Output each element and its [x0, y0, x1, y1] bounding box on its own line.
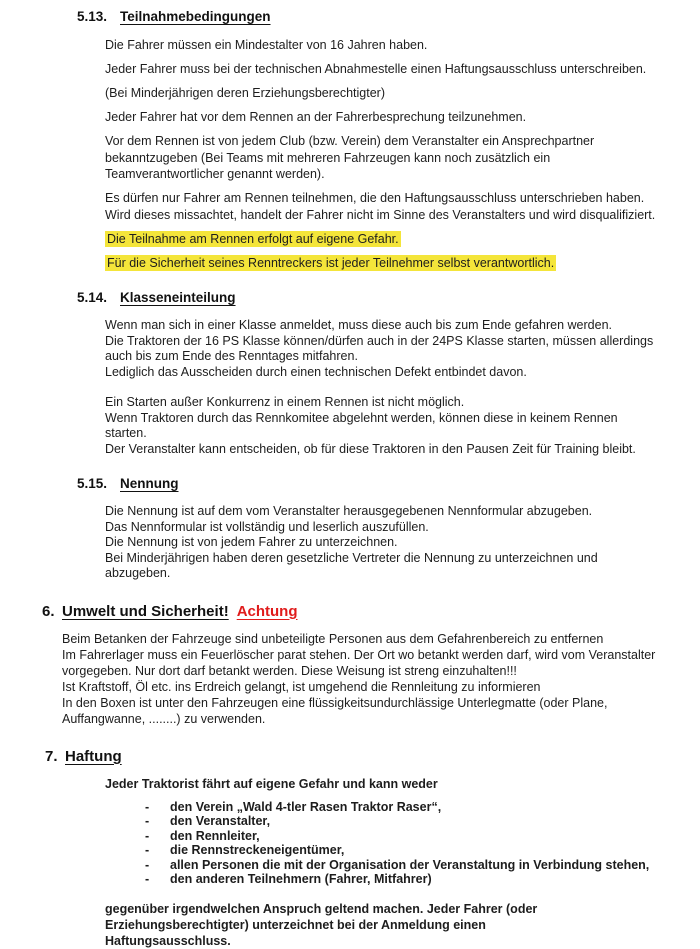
- list-item-text: den Verein „Wald 4-tler Rasen Traktor Raser“,: [170, 799, 442, 814]
- list-item-text: den Rennleiter,: [170, 828, 260, 843]
- paragraph: Lediglich das Ausscheiden durch einen technischen Defekt entbindet davon.: [105, 364, 527, 379]
- paragraph: Jeder Fahrer hat vor dem Rennen an der Fahrerbesprechung teilzunehmen.: [105, 110, 527, 124]
- paragraph: Wenn man sich in einer Klasse anmeldet, muss diese auch bis zum Ende gefahren werden.: [105, 318, 612, 332]
- spacer: [105, 380, 662, 395]
- dash-marker: -: [145, 799, 150, 814]
- list-item-text: allen Personen die mit der Organisation der Veranstaltung in Verbindung stehen,: [170, 857, 650, 872]
- section-heading-5-13: [0, 9, 700, 24]
- paragraph: Beim Betanken der Fahrzeuge sind unbeteiligte Personen aus dem Gefahrenbereich zu entfernen: [62, 631, 604, 646]
- section-title: Haftung: [65, 747, 122, 765]
- highlighted-note: [105, 231, 662, 248]
- dash-marker: -: [145, 814, 150, 829]
- section-title: Teilnahmebedingungen: [120, 9, 271, 24]
- list-item: [145, 814, 670, 829]
- dash-marker: -: [145, 872, 150, 887]
- paragraph: Die Nennung ist auf dem vom Veranstalter herausgegebenen Nennformular abzugeben.: [105, 504, 593, 518]
- section-heading-5-15: [0, 476, 700, 491]
- list-item: [145, 872, 670, 887]
- paragraph: Wenn Traktoren durch das Rennkomitee abgelehnt werden, können diese in keinem Rennen starten.: [105, 410, 618, 440]
- dash-marker: -: [145, 843, 150, 858]
- list-item: [145, 843, 670, 858]
- section-heading-6: [0, 603, 700, 620]
- liability-list: [0, 800, 700, 888]
- section-5-14-body: [105, 318, 662, 457]
- list-item-text: den Veranstalter,: [170, 814, 271, 829]
- paragraph: In den Boxen ist unter den Fahrzeugen eine flüssigkeitsundurchlässige Unterlegmatte (oder Plane, Auffangwanne, ........) zu verwenden.: [62, 695, 608, 726]
- section-title: Nennung: [120, 476, 179, 491]
- highlight-text: Die Teilnahme am Rennen erfolgt auf eigene Gefahr.: [107, 231, 399, 246]
- paragraph: Ein Starten außer Konkurrenz in einem Rennen ist nicht möglich.: [105, 395, 465, 409]
- paragraph: (Bei Minderjährigen deren Erziehungsberechtigter): [105, 86, 386, 100]
- paragraph: Vor dem Rennen ist von jedem Club (bzw. Verein) dem Veranstalter ein Ansprechpartner bekanntzugeben (Bei Teams mit mehreren Fahrzeugen kann noch zusätzlich ein Teamverantwortlicher genannt werden).: [105, 134, 595, 181]
- liability-closing: gegenüber irgendwelchen Anspruch geltend machen. Jeder Fahrer (oder Erziehungsberechtigter) unterzeichnet bei der Anmeldung einen Haftungsausschluss.: [105, 902, 538, 949]
- section-number: 5.14.: [77, 290, 108, 305]
- section-title: Umwelt und Sicherheit!: [62, 602, 229, 620]
- highlight-text: Für die Sicherheit seines Renntreckers ist jeder Teilnehmer selbst verantwortlich.: [107, 255, 555, 270]
- warning-label: Achtung: [236, 602, 298, 620]
- section-number: 6.: [42, 602, 55, 620]
- paragraph: Bei Minderjährigen haben deren gesetzliche Vertreter die Nennung zu unterzeichnen und abzugeben.: [105, 550, 598, 580]
- section-5-13-body: [105, 37, 662, 271]
- section-5-15-body: [105, 504, 662, 582]
- section-heading-7: [3, 748, 700, 765]
- paragraph: Im Fahrerlager muss ein Feuerlöscher parat stehen. Der Ort wo betankt werden darf, wird vom Veranstalter vorgegeben. Nur dort darf betankt werden. Diese Weisung ist streng einzuhalten!!!: [62, 647, 656, 678]
- liability-intro: Jeder Traktorist fährt auf eigene Gefahr und kann weder: [105, 776, 438, 791]
- paragraph: Die Traktoren der 16 PS Klasse können/dürfen auch in der 24PS Klasse starten, müssen allerdings auch bis zum Ende des Renntages mitfahren.: [105, 333, 654, 363]
- section-number: 7.: [45, 747, 58, 765]
- paragraph: Es dürfen nur Fahrer am Rennen teilnehmen, die den Haftungsausschluss unterschrieben haben. Wird dieses missachtet, handelt der Fahrer nicht im Sinne des Veranstalters und wird disqualifiziert.: [105, 191, 656, 222]
- dash-marker: -: [145, 857, 150, 872]
- section-6-body: [62, 631, 670, 727]
- highlighted-note: [105, 255, 662, 272]
- section-number: 5.15.: [77, 476, 108, 491]
- list-item-text: die Rennstreckeneigentümer,: [170, 843, 345, 858]
- list-item-text: den anderen Teilnehmern (Fahrer, Mitfahrer): [170, 872, 432, 887]
- paragraph: Das Nennformular ist vollständig und leserlich auszufüllen.: [105, 519, 429, 534]
- section-title: Klasseneinteilung: [120, 290, 236, 305]
- list-item: [145, 858, 670, 873]
- section-number: 5.13.: [77, 9, 108, 24]
- paragraph: Die Nennung ist von jedem Fahrer zu unterzeichnen.: [105, 535, 398, 549]
- paragraph: Der Veranstalter kann entscheiden, ob für diese Traktoren in den Pausen Zeit für Training bleibt.: [105, 441, 636, 456]
- paragraph: Jeder Fahrer muss bei der technischen Abnahmestelle einen Haftungsausschluss unterschreiben.: [105, 62, 647, 76]
- list-item: [145, 829, 670, 844]
- paragraph: Ist Kraftstoff, Öl etc. ins Erdreich gelangt, ist umgehend die Rennleitung zu informieren: [62, 679, 541, 694]
- paragraph: Die Fahrer müssen ein Mindestalter von 16 Jahren haben.: [105, 38, 428, 52]
- dash-marker: -: [145, 828, 150, 843]
- section-heading-5-14: [0, 290, 700, 305]
